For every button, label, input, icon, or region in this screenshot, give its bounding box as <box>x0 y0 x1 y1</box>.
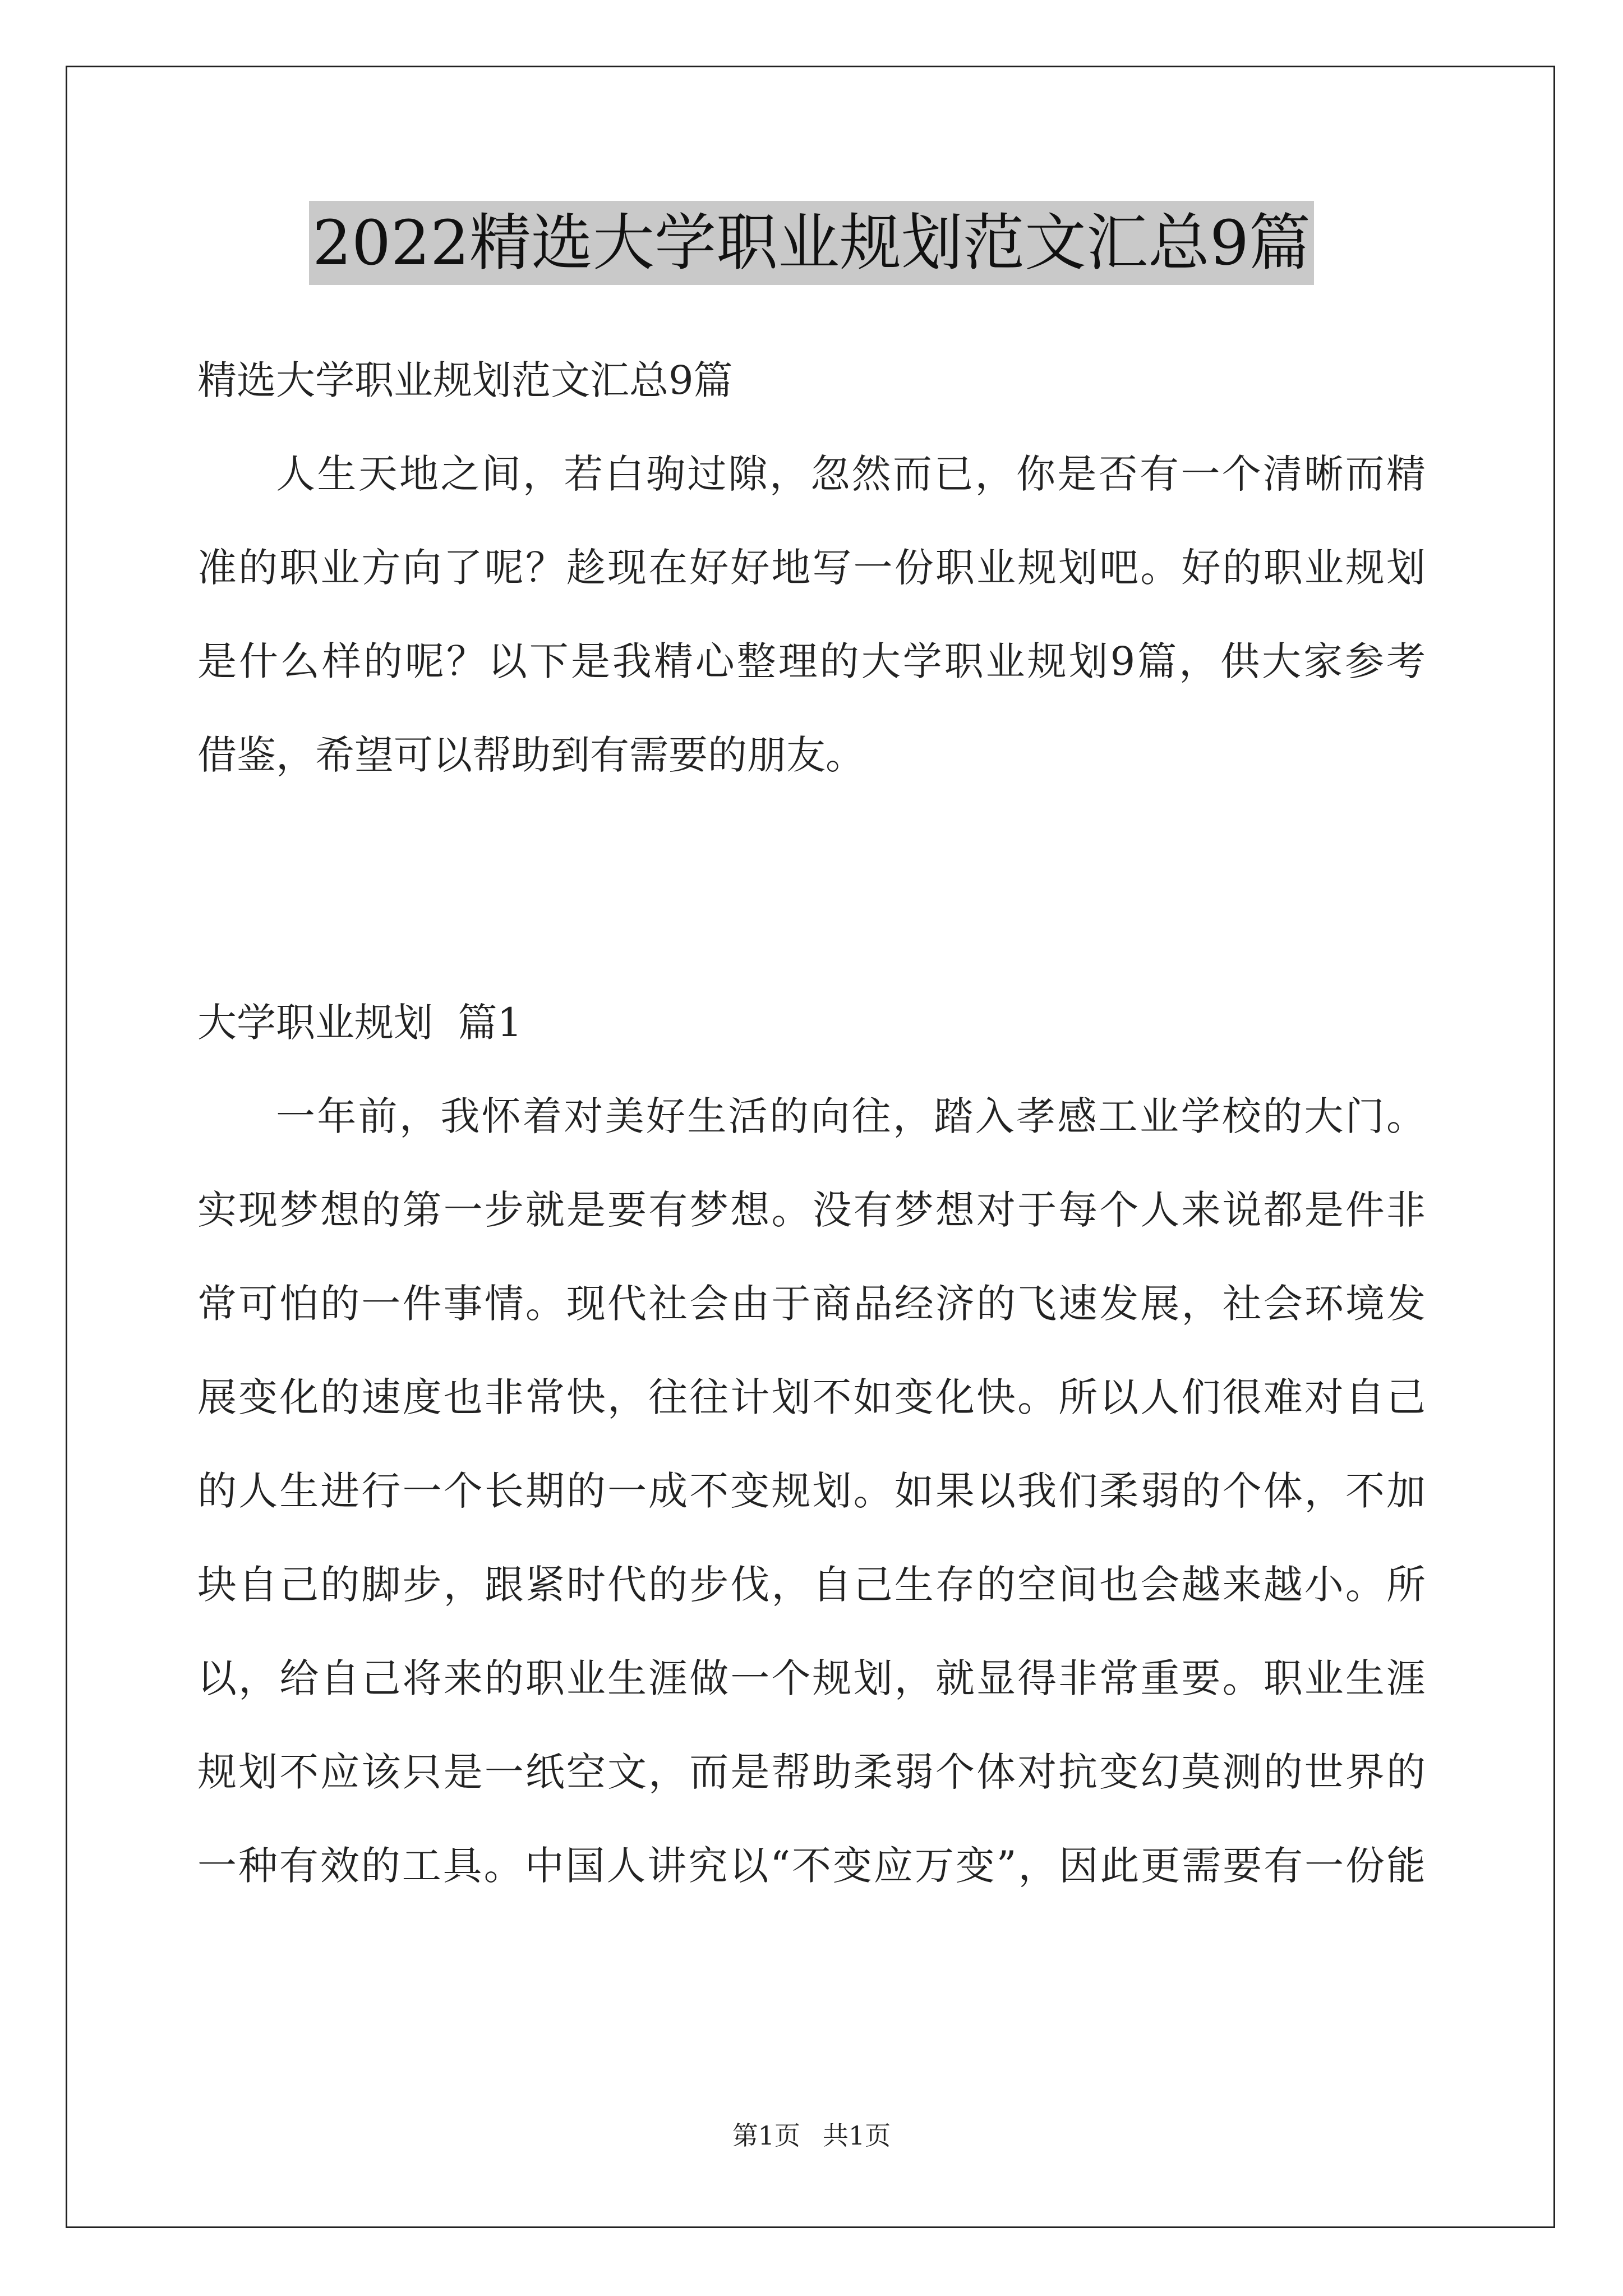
intro-line: 人生天地之间，若白驹过隙，忽然而已，你是否有一个清晰而精 <box>276 451 1426 497</box>
section-line: 块自己的脚步，跟紧时代的步伐，自己生存的空间也会越来越小。所 <box>197 1562 1426 1608</box>
intro-paragraph <box>197 446 1426 821</box>
page-total: 共1页 <box>823 2120 891 2151</box>
page-footer <box>0 2119 1623 2152</box>
section-line: 常可怕的一件事情。现代社会由于商品经济的飞速发展，社会环境发 <box>197 1281 1426 1327</box>
title-container <box>0 201 1623 285</box>
section-line: 展变化的速度也非常快，往往计划不如变化快。所以人们很难对自己 <box>197 1374 1426 1420</box>
document-title: 2022精选大学职业规划范文汇总9篇 <box>309 201 1314 285</box>
section-line: 的人生进行一个长期的一成不变规划。如果以我们柔弱的个体，不加 <box>197 1468 1426 1514</box>
page-number: 第1页 <box>732 2120 800 2151</box>
intro-line: 是什么样的呢？以下是我精心整理的大学职业规划9篇，供大家参考 <box>197 638 1426 684</box>
section-heading: 大学职业规划 篇1 <box>197 1000 523 1046</box>
section-line: 以，给自己将来的职业生涯做一个规划，就显得非常重要。职业生涯 <box>197 1655 1426 1701</box>
document-subtitle: 精选大学职业规划范文汇总9篇 <box>197 357 733 403</box>
intro-line: 借鉴，希望可以帮助到有需要的朋友。 <box>197 732 865 778</box>
intro-line: 准的职业方向了呢？趁现在好好地写一份职业规划吧。好的职业规划 <box>197 545 1426 591</box>
section-line: 规划不应该只是一纸空文，而是帮助柔弱个体对抗变幻莫测的世界的 <box>197 1749 1426 1795</box>
section-line: 实现梦想的第一步就是要有梦想。没有梦想对于每个人来说都是件非 <box>197 1187 1426 1233</box>
section-paragraph <box>197 1088 1426 1931</box>
section-line: 一种有效的工具。中国人讲究以“不变应万变”，因此更需要有一份能 <box>197 1843 1426 1889</box>
section-line: 一年前，我怀着对美好生活的向往，踏入孝感工业学校的大门。 <box>276 1093 1426 1139</box>
